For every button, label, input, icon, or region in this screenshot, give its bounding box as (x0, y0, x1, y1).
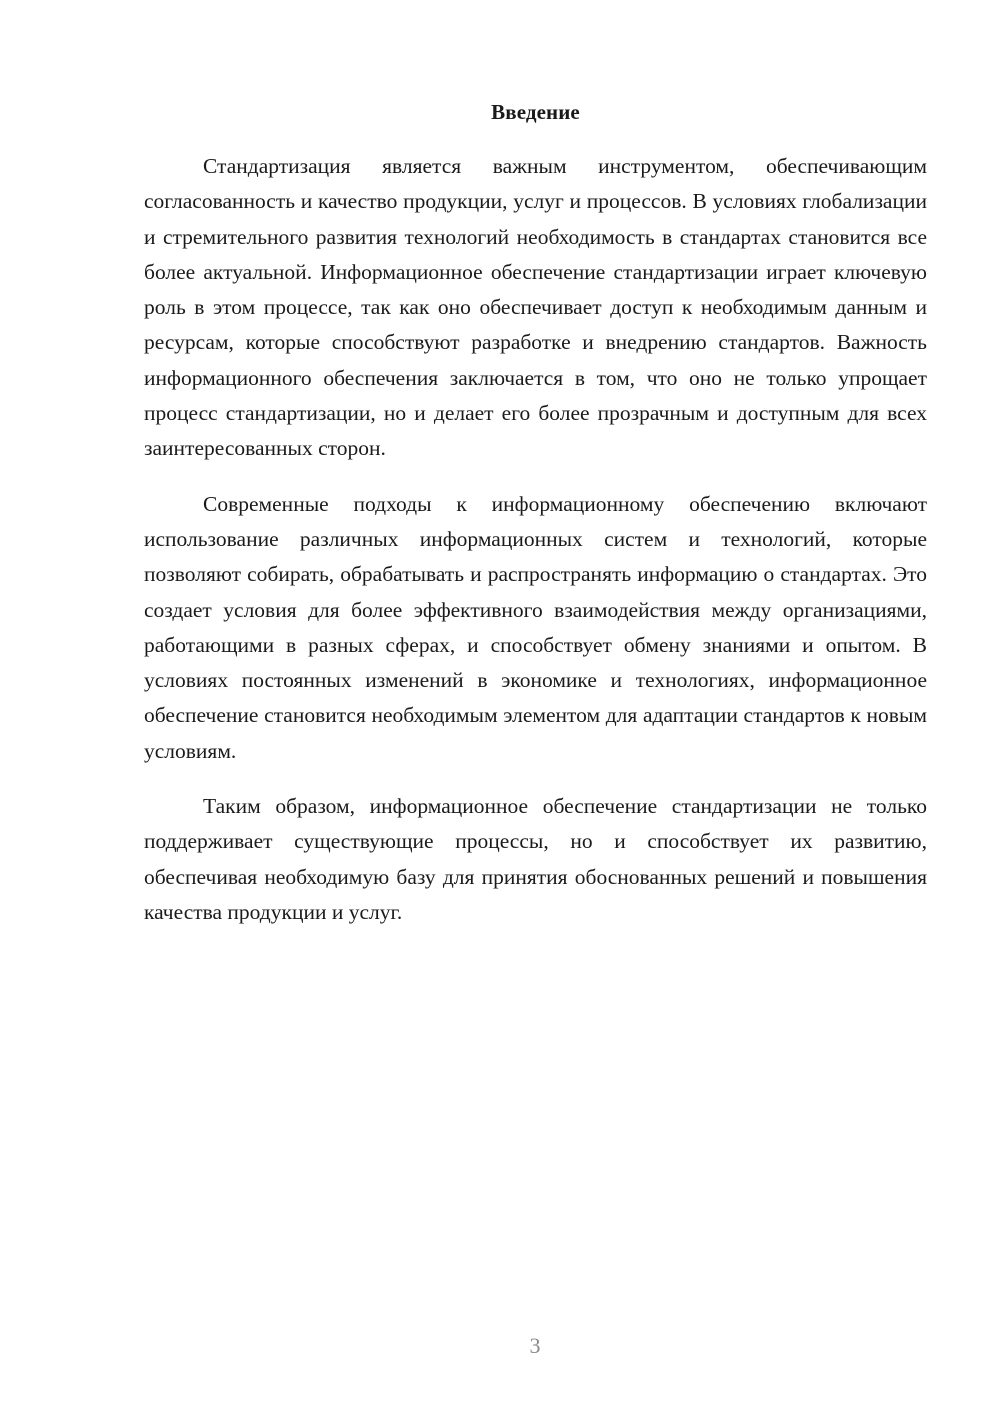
section-heading: Введение (491, 100, 580, 124)
paragraph-intro: Стандартизация является важным инструментом, обеспечивающим согласованность и качество продукции, услуг и процессов. В условиях глобализации и стремительного развития технологий необходимость в стандартах становится все более актуальной. Информационное обеспечение стандартизации играет ключевую роль в этом процессе, так как оно обеспечивает доступ к необходимым данным и ресурсам, которые способствуют разработке и внедрению стандартов. Важность информационного обеспечения заключается в том, что оно не только упрощает процесс стандартизации, но и делает его более прозрачным и доступным для всех заинтересованных сторон. (144, 154, 927, 461)
paragraph-conclusion: Таким образом, информационное обеспечение стандартизации не только поддерживает существующие процессы, но и способствует их развитию, обеспечивая необходимую базу для принятия обоснованных решений и повышения качества продукции и услуг. (144, 794, 927, 924)
page-content (144, 97, 927, 950)
paragraph-approaches: Современные подходы к информационному обеспечению включают использование различных информационных систем и технологий, которые позволяют собирать, обрабатывать и распространять информацию о стандартах. Это создает условия для более эффективного взаимодействия между организациями, работающими в разных сферах, и способствует обмену знаниями и опытом. В условиях постоянных изменений в экономике и технологиях, информационное обеспечение становится необходимым элементом для адаптации стандартов к новым условиям. (144, 491, 927, 763)
page-number: 3 (529, 1333, 541, 1358)
